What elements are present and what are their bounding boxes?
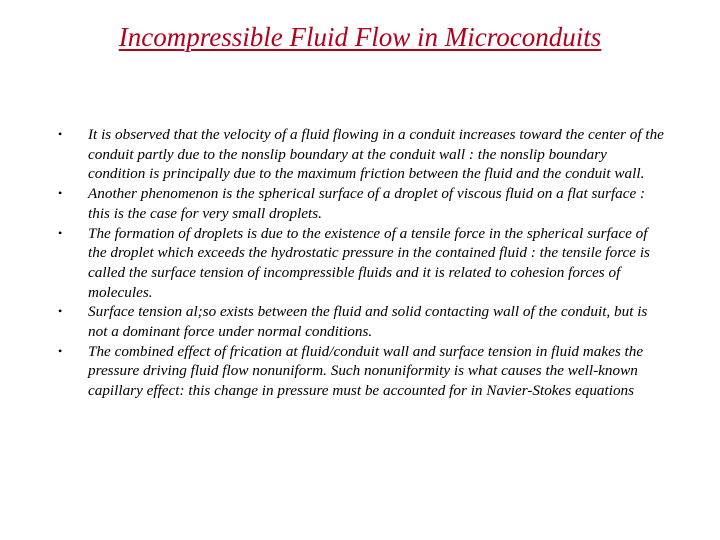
bullet-text: Surface tension al;so exists between the fluid and solid contacting wall of the conduit, but is not a dominant force under normal conditions. xyxy=(88,303,648,341)
bullet-item xyxy=(58,342,668,401)
bullet-text: The combined effect of frication at fluid/conduit wall and surface tension in fluid makes the pressure driving fluid flow nonuniform. Such nonuniformity is what causes the well-known capillary effect: this change in pressure must be accounted for in Navier-Stokes equations xyxy=(88,342,644,400)
bullet-text: The formation of droplets is due to the existence of a tensile force in the spherical surface of the droplet which exceeds the hydrostatic pressure in the contained fluid : the tensile force is called the surface tension of incompressible fluids and it is related to cohesion forces of molecules. xyxy=(88,224,650,301)
bullet-dot-icon: • xyxy=(58,127,63,141)
bullet-item xyxy=(58,125,668,184)
bullet-dot-icon: • xyxy=(58,186,63,201)
bullet-list xyxy=(58,125,668,401)
bullet-dot-icon: • xyxy=(58,343,63,358)
bullet-item xyxy=(58,224,668,303)
bullet-dot-icon: • xyxy=(58,225,63,240)
bullet-item xyxy=(58,184,668,223)
bullet-dot-icon: • xyxy=(58,304,63,319)
bullet-text: It is observed that the velocity of a fluid flowing in a conduit increases toward the center of the conduit partly due to the nonslip boundary at the conduit wall : the nonslip boundary condition is principally due to the maximum friction between the fluid and the conduit wall. xyxy=(88,126,664,183)
bullet-text: Another phenomenon is the spherical surface of a droplet of viscous fluid on a flat surface : this is the case for very small droplets. xyxy=(88,185,646,222)
bullet-item xyxy=(58,302,668,341)
slide-title: Incompressible Fluid Flow in Microconduits xyxy=(118,22,602,52)
